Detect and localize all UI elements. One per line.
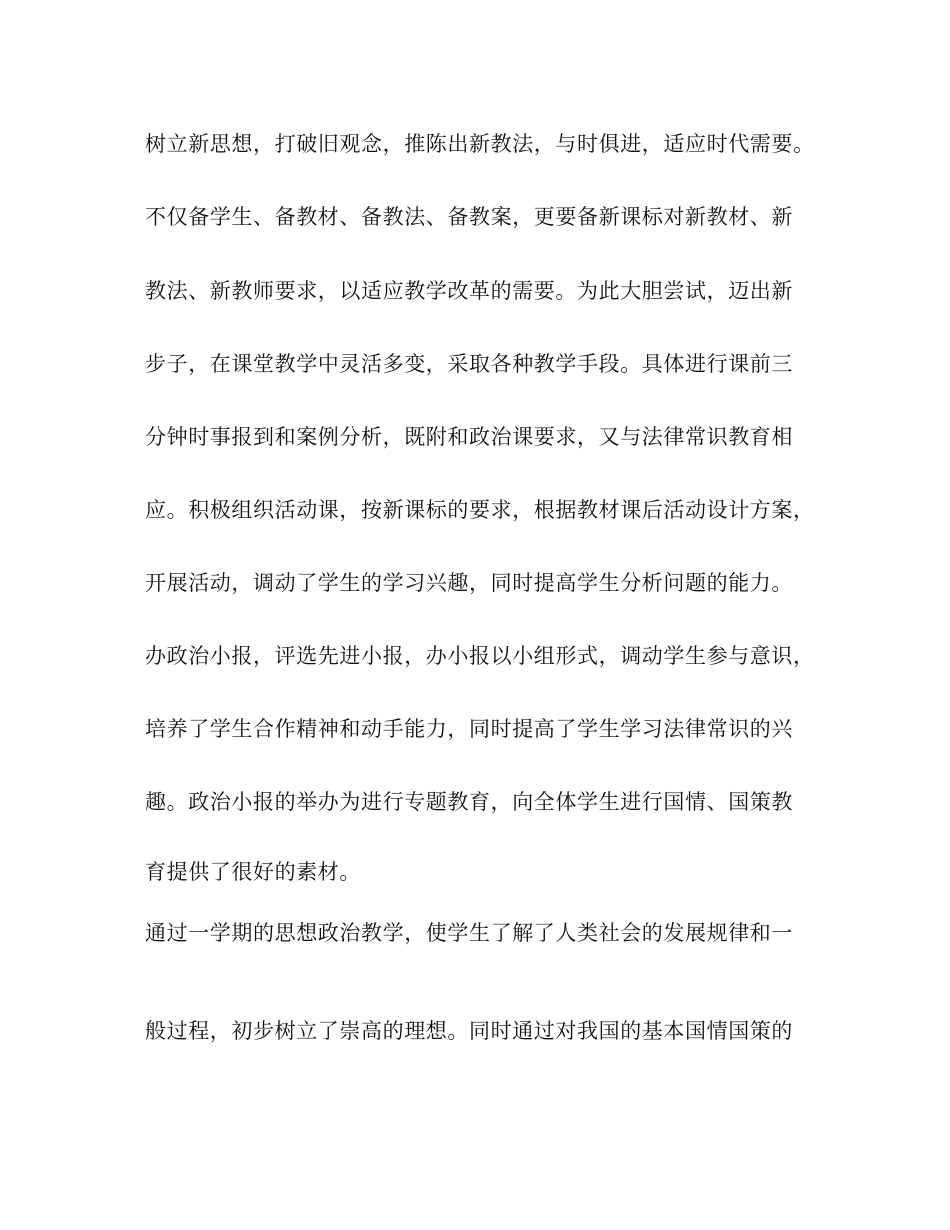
paragraph-line: 培养了学生合作精神和动手能力，同时提高了学生学习法律常识的兴 (145, 717, 793, 741)
paragraph-line: 不仅备学生、备教材、备教法、备教案，更要备新课标对新教材、新 (145, 205, 793, 229)
paragraph-line: 办政治小报，评选先进小报，办小报以小组形式，调动学生参与意识， (145, 644, 815, 668)
paragraph-line: 般过程，初步树立了崇高的理想。同时通过对我国的基本国情国策的 (145, 1019, 793, 1043)
paragraph-line: 步子，在课堂教学中灵活多变，采取各种教学手段。具体进行课前三 (145, 352, 793, 376)
paragraph-line: 通过一学期的思想政治教学，使学生了解了人类社会的发展规律和一 (145, 921, 793, 945)
paragraph-line: 开展活动，调动了学生的学习兴趣，同时提高学生分析问题的能力。 (145, 571, 793, 595)
paragraph-line: 教法、新教师要求，以适应教学改革的需要。为此大胆尝试，迈出新 (145, 279, 793, 303)
paragraph-line: 分钟时事报到和案例分析，既附和政治课要求，又与法律常识教育相 (145, 425, 793, 449)
paragraph-line: 趣。政治小报的举办为进行专题教育，向全体学生进行国情、国策教 (145, 790, 793, 814)
paragraph-line: 育提供了很好的素材。 (145, 860, 361, 884)
paragraph-line: 树立新思想，打破旧观念，推陈出新教法，与时俱进，适应时代需要。 (145, 132, 815, 156)
paragraph-line: 应。积极组织活动课，按新课标的要求，根据教材课后活动设计方案， (145, 498, 815, 522)
